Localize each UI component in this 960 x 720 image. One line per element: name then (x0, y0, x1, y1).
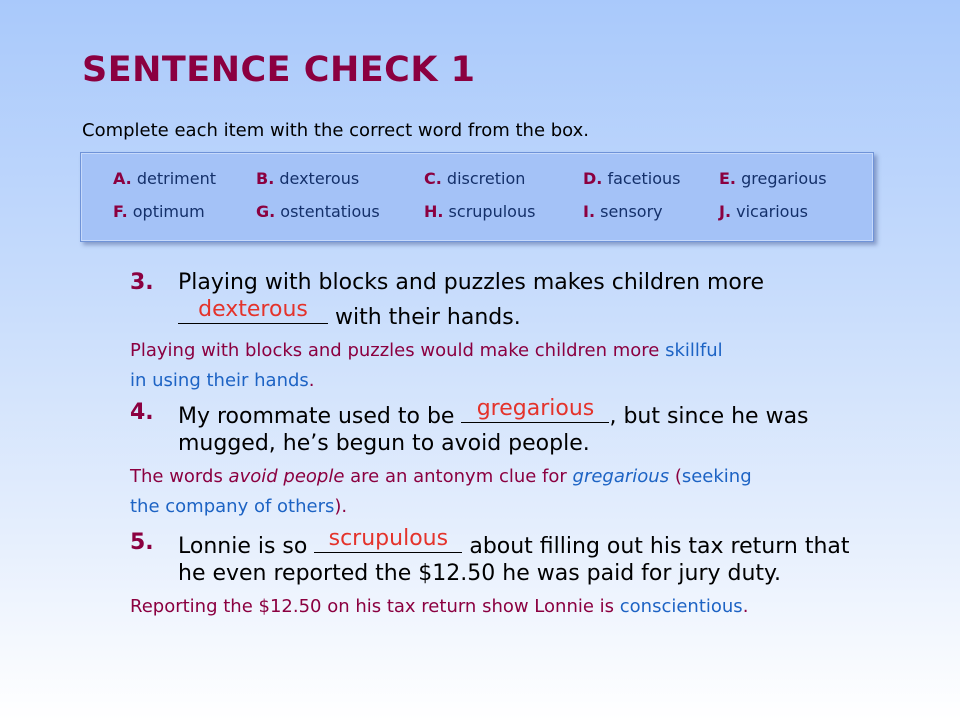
word-option-b: B. dexterous (256, 169, 360, 188)
item-number: 4. (130, 400, 154, 425)
sentence-line: My roommate used to be gregarious , but since he was (178, 396, 809, 429)
explanation-3: Playing with blocks and puzzles would make children more skillful in using their hands. (130, 340, 723, 391)
item-number: 3. (130, 270, 154, 295)
sentence-line: Playing with blocks and puzzles makes children more (178, 270, 764, 295)
word-box (80, 152, 874, 242)
answer-text: gregarious (476, 396, 595, 421)
item-number: 5. (130, 530, 154, 555)
word-option-i: I. sensory (583, 202, 663, 221)
sentence-line: mugged, he’s begun to avoid people. (178, 431, 590, 456)
page-title: SENTENCE CHECK 1 (82, 50, 476, 90)
sentence-line: dexterous with their hands. (178, 301, 521, 330)
word-option-j: J. vicarious (719, 202, 808, 221)
answer-text: dexterous (198, 297, 308, 322)
sentence-line: Lonnie is so scrupulous about filling out his tax return that (178, 526, 850, 559)
word-option-g: G. ostentatious (256, 202, 380, 221)
word-option-c: C. discretion (424, 169, 526, 188)
word-option-e: E. gregarious (719, 169, 827, 188)
sentence-line: he even reported the $12.50 he was paid for jury duty. (178, 561, 781, 586)
explanation-5: Reporting the $12.50 on his tax return show Lonnie is conscientious. (130, 596, 749, 617)
answer-text: scrupulous (328, 526, 449, 551)
word-option-h: H. scrupulous (424, 202, 536, 221)
answer-blank[interactable] (461, 396, 609, 423)
word-option-f: F. optimum (113, 202, 205, 221)
word-option-d: D. facetious (583, 169, 681, 188)
explanation-4: The words avoid people are an antonym clue for gregarious (seeking the company of others). (130, 466, 752, 517)
answer-blank[interactable] (178, 297, 328, 324)
answer-blank[interactable] (314, 526, 462, 553)
instructions: Complete each item with the correct word from the box. (82, 120, 590, 141)
word-option-a: A. detriment (113, 169, 216, 188)
